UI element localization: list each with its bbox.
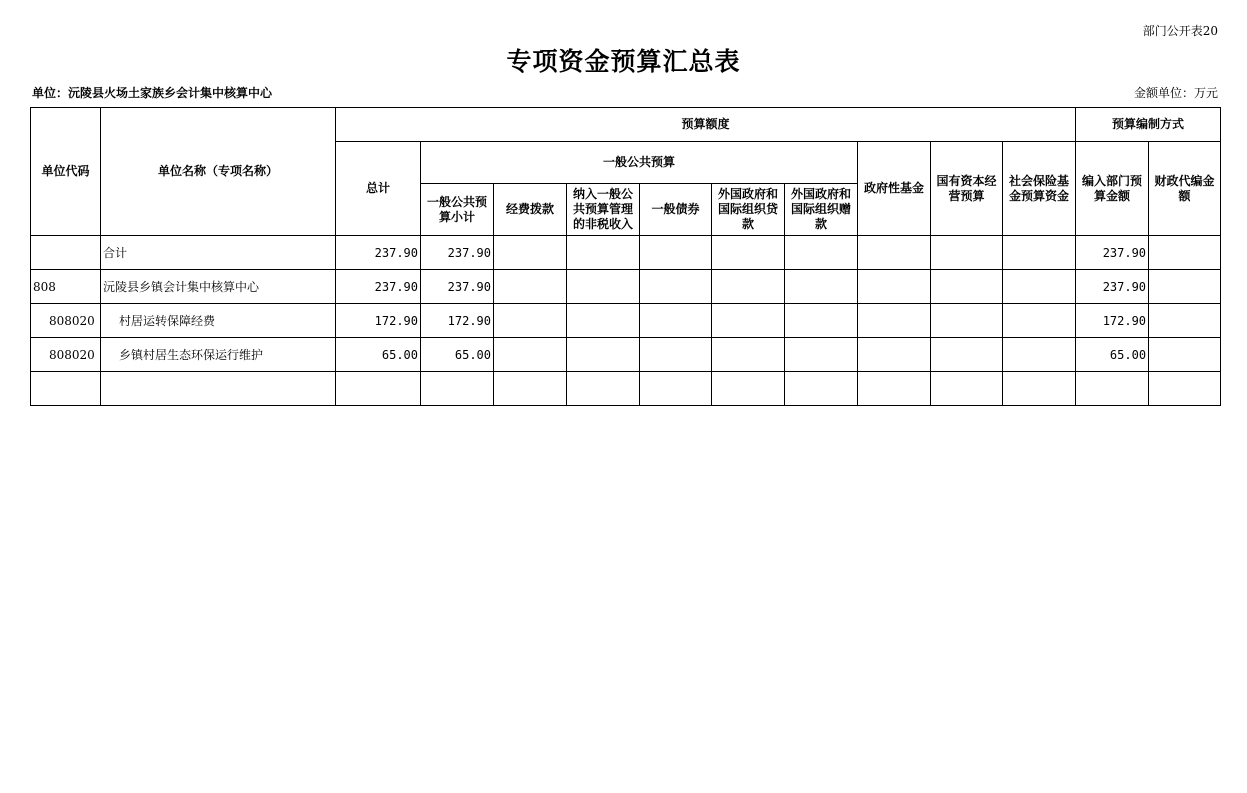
cell-gpb-subtotal: 65.00 [421,338,494,372]
cell-name [101,372,336,406]
cell-social-insurance [1003,372,1076,406]
cell-gov-fund [858,270,931,304]
table-row-total [31,236,1221,270]
cell-non-tax-income [567,236,640,270]
cell-foreign-grants [785,338,858,372]
cell-name: 村居运转保障经费 [101,304,336,338]
form-number: 部门公开表20 [1142,24,1218,38]
cell-general-bonds [640,338,712,372]
cell-dept-budget [1076,372,1149,406]
cell-fiscal-budget [1149,372,1221,406]
page-title: 专项资金预算汇总表 [506,47,741,76]
cell-funding-allocation [494,304,567,338]
cell-gpb-subtotal: 237.90 [421,236,494,270]
cell-funding-allocation [494,372,567,406]
cell-gov-fund [858,372,931,406]
header-budget-amount: 预算额度 [336,108,1076,142]
cell-total: 237.90 [336,236,421,270]
cell-foreign-loans [712,304,785,338]
header-foreign-grants: 外国政府和国际组织赠款 [785,184,858,236]
header-foreign-loans: 外国政府和国际组织贷款 [712,184,785,236]
cell-gpb-subtotal: 237.90 [421,270,494,304]
cell-dept-budget: 65.00 [1076,338,1149,372]
header-social-insurance: 社会保险基金预算资金 [1003,142,1076,236]
cell-gpb-subtotal: 172.90 [421,304,494,338]
table-row-empty [31,372,1221,406]
header-non-tax-income: 纳入一般公共预算管理的非税收入 [567,184,640,236]
cell-foreign-grants [785,236,858,270]
cell-gov-fund [858,236,931,270]
table-row [31,338,1221,372]
cell-non-tax-income [567,270,640,304]
header-dept-budget: 编入部门预算金额 [1076,142,1149,236]
header-funding-allocation: 经费拨款 [494,184,567,236]
cell-foreign-loans [712,338,785,372]
cell-state-capital [931,236,1003,270]
cell-social-insurance [1003,270,1076,304]
cell-non-tax-income [567,338,640,372]
cell-total [336,372,421,406]
cell-foreign-grants [785,270,858,304]
cell-code: 808020 [31,338,101,372]
header-general-bonds: 一般债券 [640,184,712,236]
cell-state-capital [931,304,1003,338]
table-row [31,304,1221,338]
cell-state-capital [931,338,1003,372]
budget-table [30,107,1221,406]
cell-dept-budget: 237.90 [1076,236,1149,270]
header-unit-name: 单位名称（专项名称） [101,108,336,236]
cell-social-insurance [1003,304,1076,338]
cell-total: 172.90 [336,304,421,338]
header-unit-code: 单位代码 [31,108,101,236]
cell-general-bonds [640,236,712,270]
cell-fiscal-budget [1149,304,1221,338]
cell-general-bonds [640,372,712,406]
cell-non-tax-income [567,304,640,338]
header-gpb-subtotal: 一般公共预算小计 [421,184,494,236]
cell-foreign-grants [785,304,858,338]
header-state-capital: 国有资本经营预算 [931,142,1003,236]
cell-gpb-subtotal [421,372,494,406]
cell-state-capital [931,372,1003,406]
header-total: 总计 [336,142,421,236]
header-gov-fund: 政府性基金 [858,142,931,236]
cell-state-capital [931,270,1003,304]
cell-code [31,372,101,406]
cell-total: 237.90 [336,270,421,304]
header-fiscal-budget: 财政代编金额 [1149,142,1221,236]
cell-code: 808020 [31,304,101,338]
cell-name: 合计 [101,236,336,270]
cell-fiscal-budget [1149,338,1221,372]
cell-social-insurance [1003,338,1076,372]
cell-code [31,236,101,270]
cell-fiscal-budget [1149,270,1221,304]
cell-name: 沅陵县乡镇会计集中核算中心 [101,270,336,304]
cell-funding-allocation [494,236,567,270]
cell-dept-budget: 237.90 [1076,270,1149,304]
cell-foreign-loans [712,372,785,406]
cell-dept-budget: 172.90 [1076,304,1149,338]
cell-gov-fund [858,304,931,338]
header-general-public-budget: 一般公共预算 [421,142,858,184]
cell-total: 65.00 [336,338,421,372]
cell-non-tax-income [567,372,640,406]
cell-fiscal-budget [1149,236,1221,270]
cell-code: 808 [31,270,101,304]
header-budget-method: 预算编制方式 [1076,108,1221,142]
cell-foreign-loans [712,270,785,304]
cell-gov-fund [858,338,931,372]
cell-foreign-loans [712,236,785,270]
cell-general-bonds [640,270,712,304]
cell-social-insurance [1003,236,1076,270]
cell-funding-allocation [494,338,567,372]
unit-label: 单位：沅陵县火场土家族乡会计集中核算中心 [32,86,273,100]
cell-funding-allocation [494,270,567,304]
amount-unit-label: 金额单位：万元 [1133,86,1218,100]
cell-general-bonds [640,304,712,338]
table-row [31,270,1221,304]
cell-foreign-grants [785,372,858,406]
cell-name: 乡镇村居生态环保运行维护 [101,338,336,372]
